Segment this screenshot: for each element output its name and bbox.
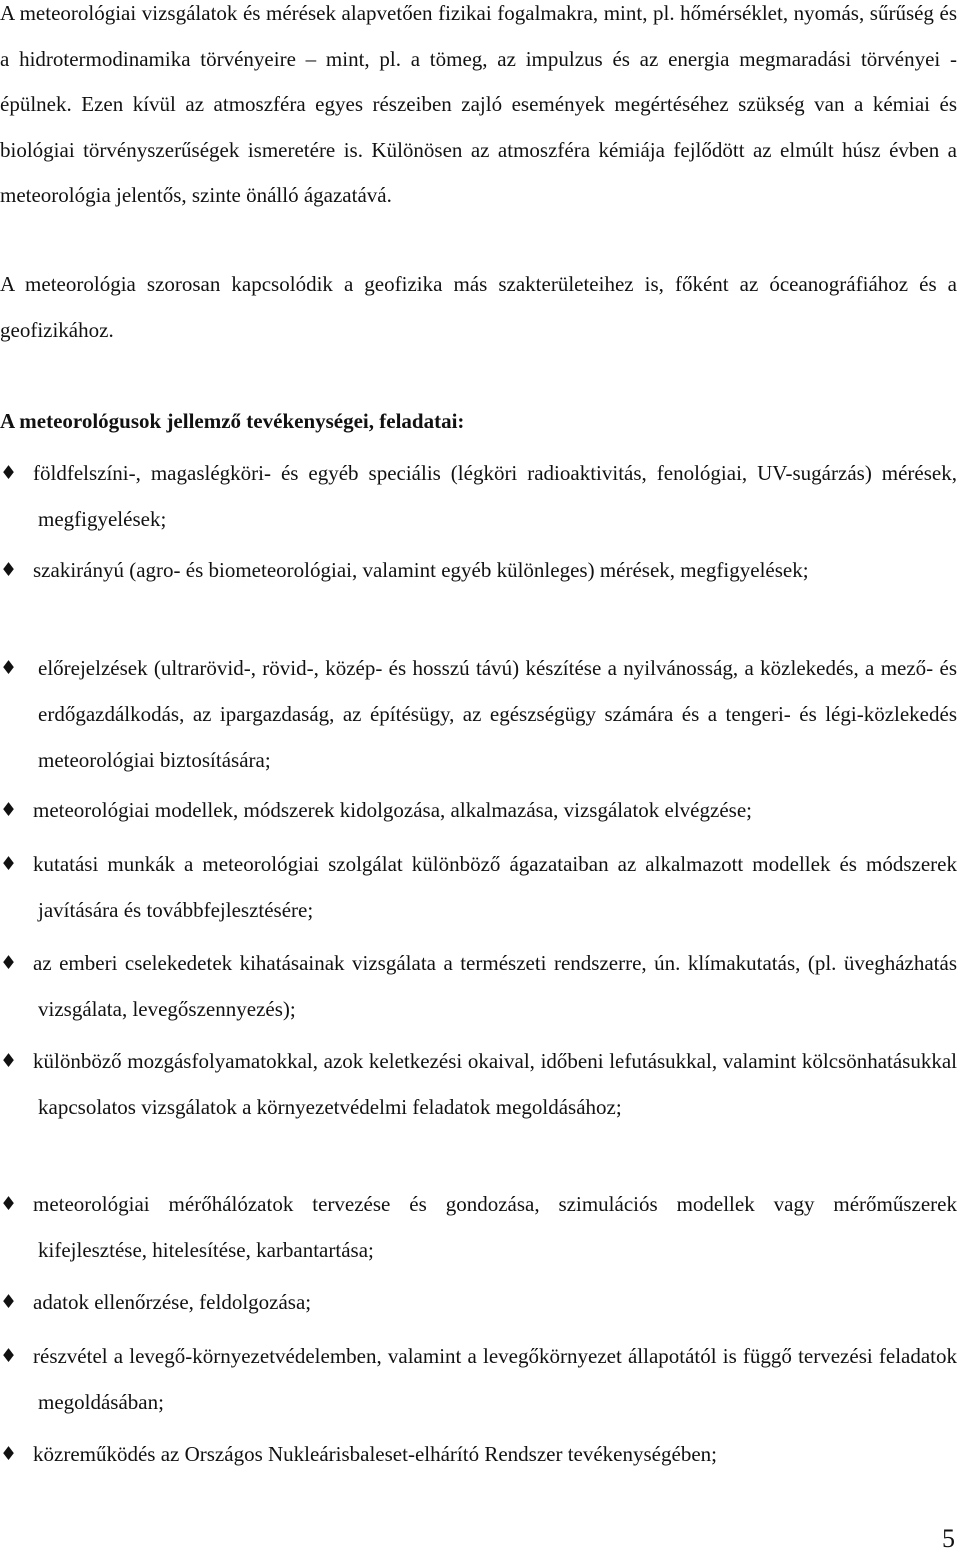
list-item-text: részvétel a levegő-környezetvédelemben, valamint a levegőkörnyezet állapotától is függő tervezési feladatok megoldásában; <box>33 1344 957 1414</box>
list-item-text: meteorológiai modellek, módszerek kidolgozása, alkalmazása, vizsgálatok elvégzése; <box>33 798 752 822</box>
list-item-text: földfelszíni-, magaslégköri- és egyéb speciális (légköri radioaktivitás, fenológiai, UV-sugárzás) mérések, megfigyelések; <box>33 461 957 531</box>
list-item <box>0 450 957 542</box>
diamond-bullet-icon: ♦ <box>0 1193 18 1215</box>
list-item <box>0 645 957 783</box>
related-fields-paragraph: A meteorológia szorosan kapcsolódik a geofizika más szakterületeihez is, főként az óceanográfiához és a geofizikához. <box>0 272 957 342</box>
list-item <box>0 841 957 933</box>
list-item <box>0 1431 957 1477</box>
list-item-text: előrejelzések (ultrarövid-, rövid-, közép- és hosszú távú) készítése a nyilvánosság, a közlekedés, a mező- és erdőgazdálkodás, az ipargazdaság, az építésügy, az egészségügy számára és a tengeri- és légi-közlekedés meteorológiai biztosítására; <box>38 656 957 772</box>
list-item <box>0 547 957 593</box>
intro-paragraph: A meteorológiai vizsgálatok és mérések alapvetően fizikai fogalmakra, mint, pl. hőmérséklet, nyomás, sűrűség és a hidrotermodinamika törvényeire – mint, pl. a tömeg, az impulzus és az energia megmaradási törvényei - épülnek. Ezen kívül az atmoszféra egyes részeiben zajló események megértéséhez szükség van a kémiai és biológiai törvényszerűségek ismeretére is. Különösen az atmoszféra kémiája fejlődött az elmúlt húsz évben a meteorológia jelentős, szinte önálló ágazatává. <box>0 1 957 207</box>
list-item-text: meteorológiai mérőhálózatok tervezése és gondozása, szimulációs modellek vagy mérőműszerek kifejlesztése, hitelesítése, karbantartása; <box>33 1192 957 1262</box>
diamond-bullet-icon: ♦ <box>0 1291 18 1313</box>
list-item <box>0 1333 957 1425</box>
diamond-bullet-icon: ♦ <box>0 559 18 581</box>
list-item <box>0 1279 957 1325</box>
diamond-bullet-icon: ♦ <box>0 1050 18 1072</box>
list-item <box>0 1038 957 1130</box>
list-item <box>0 940 957 1032</box>
diamond-bullet-icon: ♦ <box>0 799 18 821</box>
diamond-bullet-icon: ♦ <box>0 657 18 679</box>
list-item <box>0 1181 957 1273</box>
diamond-bullet-icon: ♦ <box>0 462 18 484</box>
section-heading: A meteorológusok jellemző tevékenységei, feladatai: <box>0 409 465 433</box>
list-item-text: különböző mozgásfolyamatokkal, azok keletkezési okaival, időbeni lefutásukkal, valamint kölcsönhatásukkal kapcsolatos vizsgálatok a környezetvédelmi feladatok megoldásához; <box>33 1049 957 1119</box>
list-item-text: kutatási munkák a meteorológiai szolgálat különböző ágazataiban az alkalmazott modellek és módszerek javítására és továbbfejlesztésére; <box>33 852 957 922</box>
diamond-bullet-icon: ♦ <box>0 952 18 974</box>
list-item-text: adatok ellenőrzése, feldolgozása; <box>33 1290 312 1314</box>
page-number: 5 <box>942 1524 955 1553</box>
diamond-bullet-icon: ♦ <box>0 1345 18 1367</box>
list-item-text: közreműködés az Országos Nukleárisbaleset-elhárító Rendszer tevékenységében; <box>33 1442 717 1466</box>
list-item <box>0 787 957 833</box>
list-item-text: szakirányú (agro- és biometeorológiai, valamint egyéb különleges) mérések, megfigyelések; <box>33 558 809 582</box>
diamond-bullet-icon: ♦ <box>0 1443 18 1465</box>
diamond-bullet-icon: ♦ <box>0 853 18 875</box>
list-item-text: az emberi cselekedetek kihatásainak vizsgálata a természeti rendszerre, ún. klímakutatás, (pl. üvegházhatás vizsgálata, levegőszennyezés); <box>33 951 957 1021</box>
